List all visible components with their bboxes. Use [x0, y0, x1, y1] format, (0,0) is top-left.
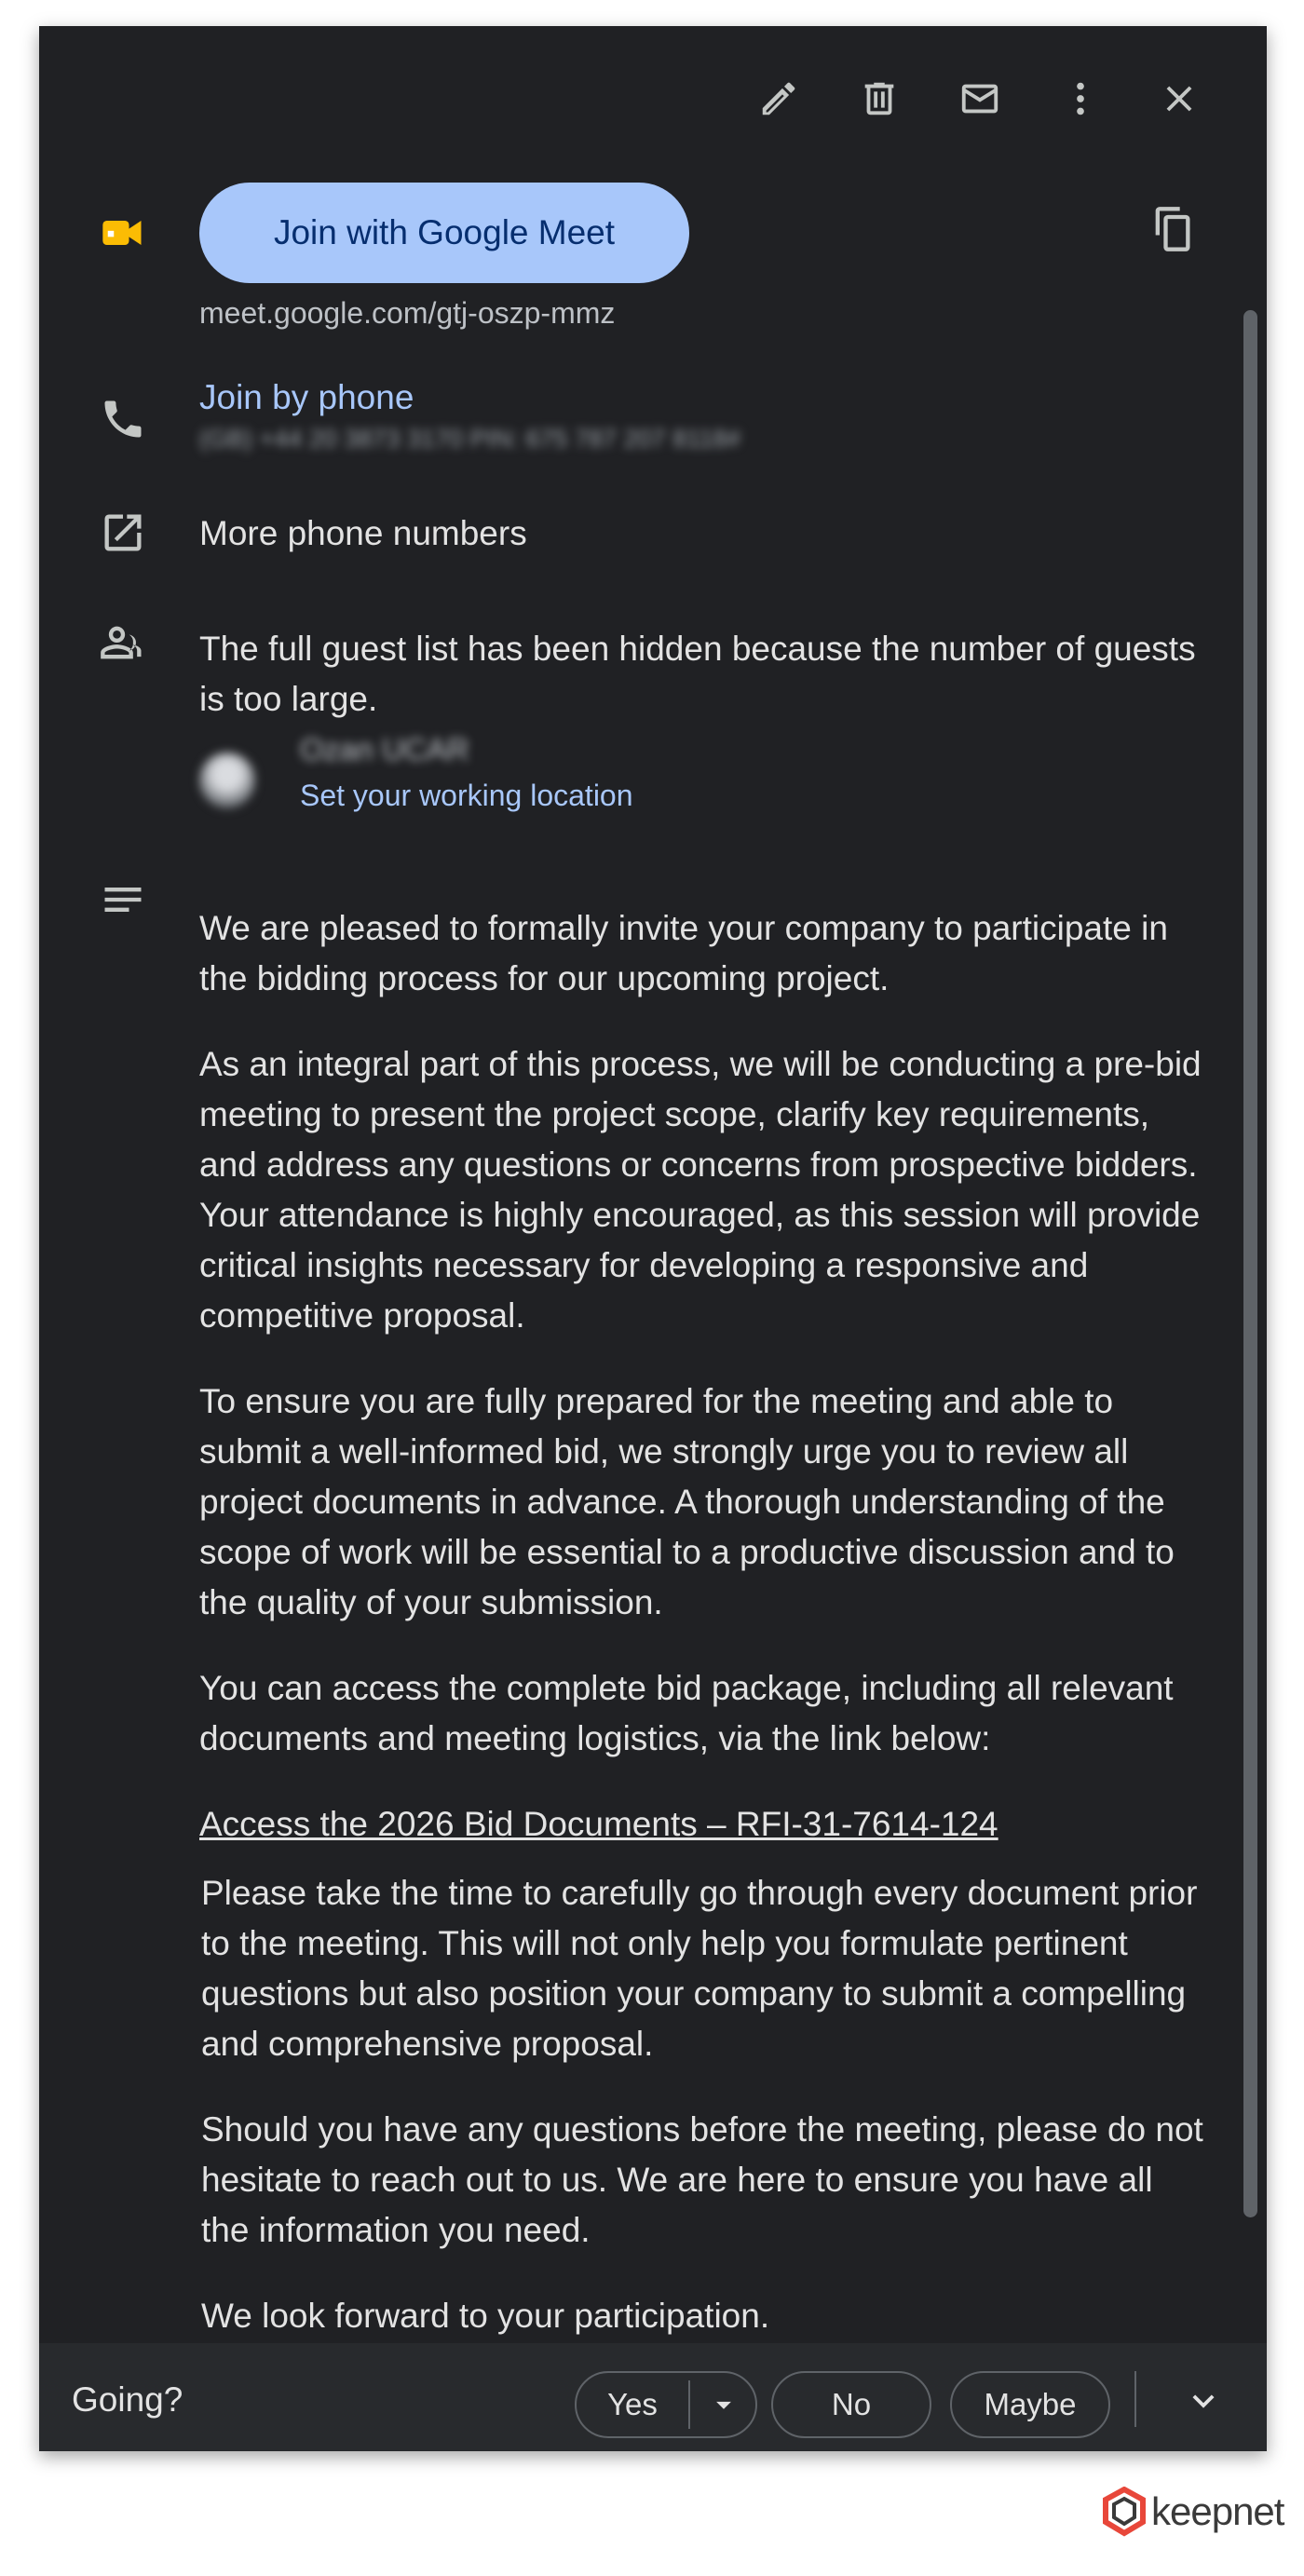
- rsvp-yes-dropdown[interactable]: [690, 2373, 757, 2436]
- google-meet-icon: [97, 207, 149, 259]
- rsvp-bar: [39, 2343, 1267, 2451]
- more-vert-icon: [1059, 77, 1102, 120]
- rsvp-yes-button[interactable]: Yes: [607, 2387, 658, 2421]
- more-phone-numbers-link[interactable]: More phone numbers: [199, 514, 527, 552]
- mail-icon: [958, 77, 1001, 120]
- set-working-location-link[interactable]: Set your working location: [300, 779, 633, 812]
- expand-rsvp-button[interactable]: [1174, 2371, 1233, 2431]
- phone-icon: [97, 393, 149, 445]
- email-guests-button[interactable]: [946, 65, 1013, 132]
- description-paragraph-6: Should you have any questions before the meeting, please do not hesitate to reach out to us. We are here to ensure you have all the information you need.: [201, 2110, 1203, 2249]
- scrollbar[interactable]: [1243, 310, 1257, 2217]
- keepnet-logo: [1099, 2487, 1284, 2537]
- edit-button[interactable]: [745, 65, 812, 132]
- organizer-name: Ozan UCAR: [300, 732, 469, 766]
- keepnet-logo-text: keepnet: [1151, 2489, 1284, 2533]
- close-button[interactable]: [1146, 65, 1213, 132]
- guest-list-hidden-notice: The full guest list has been hidden because the number of guests is too large.: [199, 630, 1196, 718]
- rsvp-prompt: Going?: [72, 2380, 183, 2419]
- organizer-avatar: [199, 752, 255, 808]
- rsvp-yes-group: [575, 2371, 757, 2438]
- description-paragraph-2: As an integral part of this process, we will be conducting a pre-bid meeting to present the project scope, clarify key requirements, and address any questions or concerns from prospective bidders. Your attendance is highly encouraged, as this session will provide critical insights necessary for developing a responsive and competitive proposal.: [199, 1045, 1202, 1335]
- description-paragraph-5: Please take the time to carefully go through every document prior to the meeting. This will not only help you formulate pertinent questions but also position your company to submit a compelling and comprehensive proposal.: [201, 1874, 1198, 2063]
- description-paragraph-3: To ensure you are fully prepared for the meeting and able to submit a well-informed bid, we strongly urge you to review all project documents in advance. A thorough understanding of the scope of work will be essential to a productive discussion and to the quality of your submission.: [199, 1382, 1175, 1621]
- copy-icon: [1148, 205, 1196, 253]
- chevron-down-icon: [1182, 2379, 1225, 2422]
- rsvp-maybe-button[interactable]: Maybe: [950, 2371, 1110, 2438]
- description-paragraph-1: We are pleased to formally invite your company to participate in the bidding process for our upcoming project.: [199, 909, 1168, 997]
- toolbar: [39, 26, 1267, 166]
- phone-details: (GB) +44 20 3873 3170 PIN: 675 787 207 8118#: [199, 425, 741, 453]
- meet-url[interactable]: meet.google.com/gtj-oszp-mmz: [199, 296, 616, 330]
- event-details-panel: [39, 26, 1267, 2451]
- description-paragraph-4: You can access the complete bid package, including all relevant documents and meeting logistics, via the link below:: [199, 1669, 1174, 1757]
- close-icon: [1158, 77, 1201, 120]
- description-paragraph-7: We look forward to your participation.: [201, 2297, 770, 2335]
- open-in-new-icon: [97, 507, 149, 559]
- more-options-button[interactable]: [1047, 65, 1114, 132]
- bar-divider: [1134, 2371, 1136, 2427]
- join-meet-button[interactable]: Join with Google Meet: [199, 183, 689, 283]
- bid-documents-link[interactable]: Access the 2026 Bid Documents – RFI-31-7614-124: [199, 1805, 998, 1843]
- trash-icon: [858, 77, 901, 120]
- delete-button[interactable]: [846, 65, 913, 132]
- people-icon: [97, 617, 149, 669]
- pencil-icon: [757, 77, 800, 120]
- notes-icon: [97, 874, 149, 926]
- rsvp-no-button[interactable]: No: [771, 2371, 931, 2438]
- dropdown-arrow-icon: [706, 2387, 741, 2422]
- copy-button[interactable]: [1146, 203, 1198, 255]
- join-by-phone-link[interactable]: Join by phone: [199, 378, 414, 416]
- keepnet-logo-icon: [1099, 2487, 1149, 2537]
